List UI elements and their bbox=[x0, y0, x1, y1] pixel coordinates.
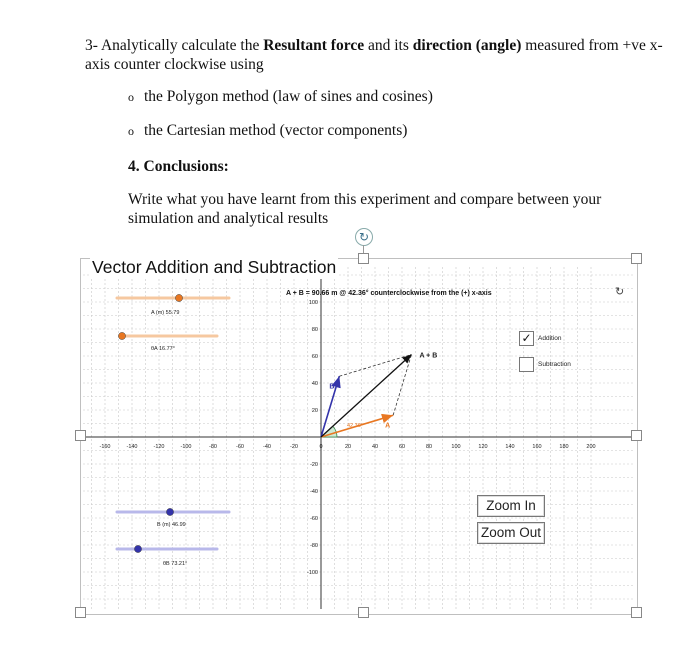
refresh-icon[interactable]: ↻ bbox=[615, 285, 625, 298]
addition-label: Addition bbox=[538, 335, 562, 342]
vector-B-label: B bbox=[329, 383, 335, 391]
y-tick-label: 80 bbox=[311, 327, 318, 333]
x-tick-label: -120 bbox=[153, 444, 165, 450]
y-tick-label: 100 bbox=[308, 300, 318, 306]
applet-title: Vector Addition and Subtraction bbox=[92, 257, 337, 277]
addition-checkbox[interactable]: ✓ bbox=[519, 331, 534, 346]
slider-B-magnitude-label: B (m) 46.99 bbox=[157, 522, 186, 528]
subtraction-checkbox[interactable] bbox=[519, 357, 534, 372]
x-tick-label: 120 bbox=[478, 444, 488, 450]
angle-label: 42.36° bbox=[347, 423, 363, 429]
x-tick-label: 0 bbox=[319, 444, 323, 450]
subtraction-label: Subtraction bbox=[538, 361, 571, 368]
x-tick-label: -140 bbox=[126, 444, 138, 450]
x-tick-label: 20 bbox=[344, 444, 352, 450]
x-tick-label: 100 bbox=[451, 444, 461, 450]
y-tick-label: -80 bbox=[310, 543, 318, 549]
graph-canvas[interactable] bbox=[81, 259, 637, 614]
method-cartesian: o the Cartesian method (vector components) bbox=[128, 122, 408, 139]
geogebra-applet[interactable] bbox=[80, 258, 638, 615]
conclusions-title: 4. Conclusions: bbox=[128, 158, 229, 175]
resize-handle-top[interactable] bbox=[358, 253, 369, 264]
slider-B-angle-label: θB 73.21° bbox=[163, 561, 188, 567]
y-tick-label: -40 bbox=[310, 489, 318, 495]
conclusions-text: Write what you have learnt from this experiment and compare between your simulation and analytical results bbox=[128, 191, 602, 227]
x-tick-label: 60 bbox=[398, 444, 406, 450]
slider-A-magnitude-knob bbox=[175, 294, 182, 301]
resultant-label: A + B bbox=[419, 352, 438, 360]
helper-line-B-to-R bbox=[339, 355, 411, 377]
slider-A-magnitude-label: A (m) 55.79 bbox=[151, 310, 180, 316]
x-tick-label: 80 bbox=[425, 444, 433, 450]
y-tick-label: 60 bbox=[311, 354, 318, 360]
x-tick-label: 160 bbox=[532, 444, 542, 450]
x-tick-label: 180 bbox=[559, 444, 569, 450]
x-tick-label: 40 bbox=[371, 444, 379, 450]
slider-A-angle-knob bbox=[118, 332, 125, 339]
resize-handle-right[interactable] bbox=[631, 430, 642, 441]
question-3: 3- Analytically calculate the Resultant force and its direction (angle) measured from +ve x-axis counter clockwise using bbox=[85, 37, 663, 73]
zoom-out-button[interactable]: Zoom Out bbox=[477, 522, 545, 544]
x-tick-label: -100 bbox=[180, 444, 192, 450]
rotate-icon[interactable]: ↻ bbox=[355, 228, 373, 246]
slider-B-angle-knob bbox=[134, 545, 141, 552]
x-tick-label: 200 bbox=[586, 444, 596, 450]
y-tick-label: -20 bbox=[310, 462, 318, 468]
x-tick-label: -80 bbox=[209, 444, 217, 450]
resize-handle-bottom[interactable] bbox=[358, 607, 369, 618]
y-tick-label: -60 bbox=[310, 516, 318, 522]
x-tick-label: 140 bbox=[505, 444, 515, 450]
resize-handle-bottom-right[interactable] bbox=[631, 607, 642, 618]
slider-A-angle-label: θA 16.77° bbox=[151, 346, 175, 352]
y-tick-label: 40 bbox=[311, 381, 318, 387]
resize-handle-left[interactable] bbox=[75, 430, 86, 441]
result-readout: A + B = 90.66 m @ 42.36° counterclockwise from the (+) x-axis bbox=[286, 290, 492, 297]
x-tick-label: -20 bbox=[290, 444, 298, 450]
y-tick-label: 20 bbox=[311, 408, 318, 414]
resize-handle-bottom-left[interactable] bbox=[75, 607, 86, 618]
y-tick-label: -100 bbox=[306, 570, 318, 576]
resize-handle-top-right[interactable] bbox=[631, 253, 642, 264]
method-polygon: o the Polygon method (law of sines and cosines) bbox=[128, 88, 433, 105]
zoom-in-button[interactable]: Zoom In bbox=[477, 495, 545, 517]
x-tick-label: -40 bbox=[263, 444, 271, 450]
slider-B-magnitude-knob bbox=[166, 508, 173, 515]
vector-A-label: A bbox=[385, 422, 391, 430]
x-tick-label: -60 bbox=[236, 444, 244, 450]
x-tick-label: -160 bbox=[99, 444, 111, 450]
